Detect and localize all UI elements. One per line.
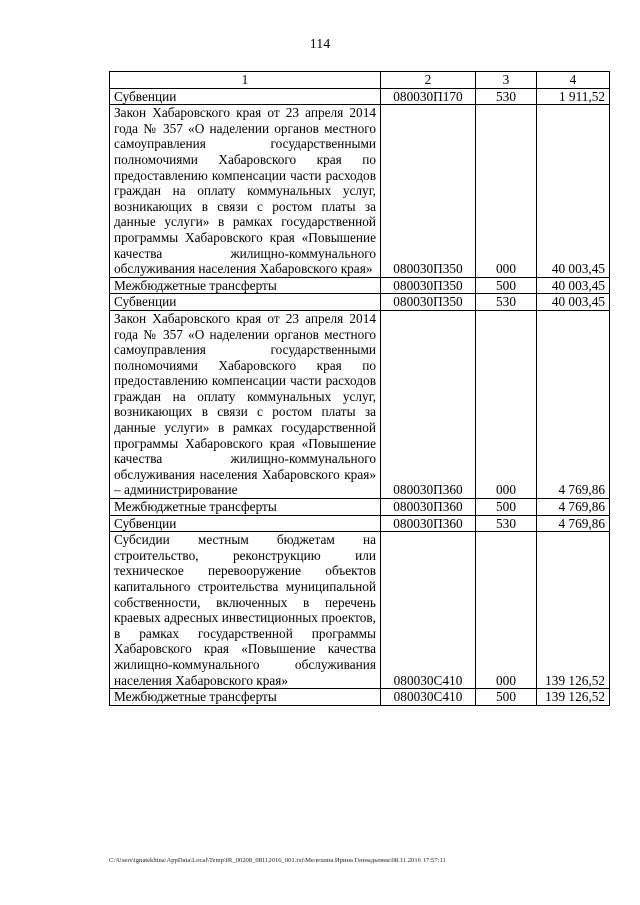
- table-header-row: [110, 72, 610, 89]
- table-row: [110, 499, 610, 516]
- cell-name: Субвенции: [110, 88, 381, 105]
- page-number: 114: [309, 37, 331, 52]
- cell-type: 000: [476, 310, 537, 498]
- cell-code: 080030П350: [381, 294, 476, 311]
- cell-sum: 4 769,86: [537, 310, 610, 498]
- table-row: [110, 310, 610, 498]
- cell-type: 530: [476, 88, 537, 105]
- cell-name: Межбюджетные трансферты: [110, 689, 381, 706]
- cell-type: 500: [476, 689, 537, 706]
- cell-type: 530: [476, 294, 537, 311]
- cell-sum: 4 769,86: [537, 515, 610, 532]
- table-row: [110, 88, 610, 105]
- cell-type: 500: [476, 277, 537, 294]
- cell-sum: 139 126,52: [537, 689, 610, 706]
- table-row: [110, 689, 610, 706]
- cell-name: Межбюджетные трансферты: [110, 499, 381, 516]
- cell-type: 530: [476, 515, 537, 532]
- header-col-3: 3: [476, 72, 537, 89]
- cell-name: Закон Хабаровского края от 23 апреля 2014 года № 357 «О наделении органов местного самоуправления государственными полномочиями Хабаровского края по предоставлению компенсации части расходов граждан на оплату коммунальных услуг, возникающих в связи с ростом платы за данные услуги» в рамках государственной программы Хабаровского края «Повышение качества жилищно-коммунального обслуживания населения Хабаровского края» – администрирование: [110, 310, 381, 498]
- cell-code: 080030П350: [381, 105, 476, 278]
- cell-sum: 4 769,86: [537, 499, 610, 516]
- cell-code: 080030П360: [381, 515, 476, 532]
- footer-file-path: C:\Users\ignatekhina\AppData\Local\Temp\IR_00208_08112016_001.txt\Мелехина Ирина Геннадьевна\08.11.2016 17:57:11: [109, 857, 446, 864]
- cell-name: Межбюджетные трансферты: [110, 277, 381, 294]
- cell-code: 080030П360: [381, 499, 476, 516]
- cell-sum: 40 003,45: [537, 277, 610, 294]
- cell-type: 500: [476, 499, 537, 516]
- cell-name: Субсидии местным бюджетам на строительство, реконструкцию или техническое перевооружение объектов капитального строительства муниципальной собственности, включенных в перечень краевых адресных инвестиционных проектов, в рамках государственной программы Хабаровского края «Повышение качества жилищно-коммунального обслуживания населения Хабаровского края»: [110, 532, 381, 689]
- cell-code: 080030П350: [381, 277, 476, 294]
- cell-code: 080030П170: [381, 88, 476, 105]
- table-row: [110, 532, 610, 689]
- table-row: [110, 294, 610, 311]
- budget-table: [109, 71, 610, 706]
- cell-type: 000: [476, 532, 537, 689]
- cell-code: 080030С410: [381, 532, 476, 689]
- header-col-1: 1: [110, 72, 381, 89]
- header-col-2: 2: [381, 72, 476, 89]
- cell-name: Субвенции: [110, 515, 381, 532]
- cell-code: 080030С410: [381, 689, 476, 706]
- cell-name: Субвенции: [110, 294, 381, 311]
- cell-sum: 139 126,52: [537, 532, 610, 689]
- cell-sum: 40 003,45: [537, 294, 610, 311]
- cell-sum: 1 911,52: [537, 88, 610, 105]
- table-body: [110, 72, 610, 706]
- cell-type: 000: [476, 105, 537, 278]
- cell-code: 080030П360: [381, 310, 476, 498]
- table-row: [110, 277, 610, 294]
- cell-name: Закон Хабаровского края от 23 апреля 2014 года № 357 «О наделении органов местного самоуправления государственными полномочиями Хабаровского края по предоставлению компенсации части расходов граждан на оплату коммунальных услуг, возникающих в связи с ростом платы за данные услуги» в рамках государственной программы Хабаровского края «Повышение качества жилищно-коммунального обслуживания населения Хабаровского края»: [110, 105, 381, 278]
- table-row: [110, 105, 610, 278]
- header-col-4: 4: [537, 72, 610, 89]
- cell-sum: 40 003,45: [537, 105, 610, 278]
- table-row: [110, 515, 610, 532]
